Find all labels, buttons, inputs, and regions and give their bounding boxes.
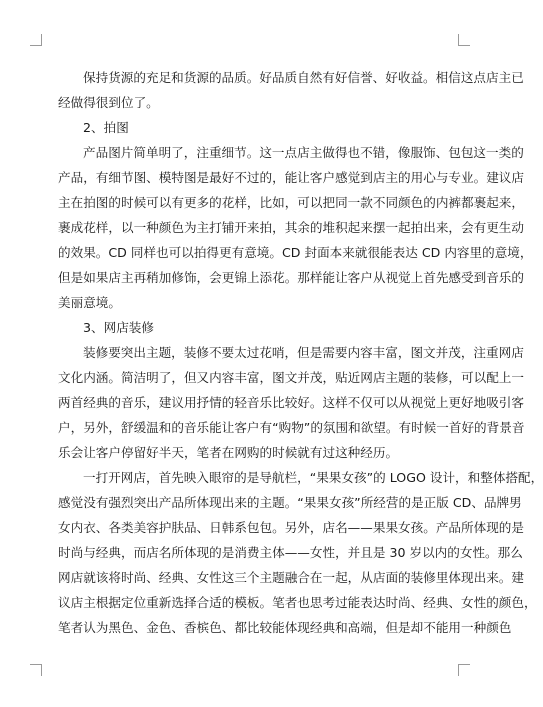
- paragraph-line: 感觉没有强烈突出产品所体现出来的主题。“果果女孩”所经营的是正版 CD、品牌男: [58, 495, 522, 510]
- paragraph-line: 保持货源的充足和货源的品质。好品质自然有好信誉、好收益。相信这点店主已: [83, 70, 524, 85]
- paragraph-line: 两首经典的音乐，建议用抒情的轻音乐比较好。这样不仅可以从视觉上更好地吸引客: [58, 395, 524, 410]
- crop-mark-top-right: [458, 34, 470, 46]
- paragraph: [58, 465, 543, 640]
- heading-text: 2、拍图: [83, 120, 129, 135]
- paragraph-line: 经做得很到位了。: [58, 95, 159, 110]
- paragraph-line: 笔者认为黑色、金色、香槟色、都比较能体现经典和高端，但是却不能用一种颜色: [58, 620, 512, 635]
- section-heading: [58, 115, 444, 140]
- paragraph-line: 产品，有细节图、模特图是最好不过的，能让客户感觉到店主的用心与专业。建议店: [58, 170, 524, 185]
- paragraph-line: 乐会让客户停留好半天，笔者在网购的时候就有过这种经历。: [58, 445, 399, 460]
- paragraph-line: 但是如果店主再稍加修饰，会更锦上添花。那样能让客户从视觉上首先感受到音乐的: [58, 270, 524, 285]
- paragraph-line: 户，另外，舒缓温和的音乐能让客户有“购物”的氛围和欲望。有时候一首好的背景音: [58, 420, 525, 435]
- paragraph-line: 裹成花样，以一种颜色为主打铺开来拍，其余的堆积起来摆一起拍出来，会有更生动: [58, 220, 524, 235]
- section-heading: [58, 315, 444, 340]
- paragraph: [58, 340, 525, 465]
- paragraph: [58, 65, 524, 115]
- document-body: [58, 65, 543, 640]
- crop-mark-top-left: [30, 34, 42, 46]
- paragraph-line: 产品图片简单明了，注重细节。这一点店主做得也不错，像服饰、包包这一类的: [83, 145, 524, 160]
- paragraph-line: 时尚与经典，而店名所体现的是消费主体——女性，并且是 30 岁以内的女性。那么: [58, 545, 523, 560]
- paragraph-line: 装修要突出主题，装修不要太过花哨，但是需要内容丰富，图文并茂，注重网店: [83, 345, 524, 360]
- paragraph-line: 美丽意境。: [58, 295, 121, 310]
- paragraph-line: 的效果。CD 同样也可以拍得更有意境。CD 封面本来就很能表达 CD 内容里的意境，: [58, 245, 533, 260]
- crop-mark-bottom-left: [30, 664, 42, 676]
- heading-text: 3、网店装修: [83, 320, 154, 335]
- paragraph-line: 一打开网店，首先映入眼帘的是导航栏，“果果女孩”的 LOGO 设计，和整体搭配，: [83, 470, 543, 485]
- paragraph-line: 文化内涵。简洁明了，但又内容丰富，图文并茂，贴近网店主题的装修，可以配上一: [58, 370, 524, 385]
- paragraph-line: 女内衣、各类美容护肤品、日韩系包包。另外，店名——果果女孩。产品所体现的是: [58, 520, 524, 535]
- paragraph-line: 议店主根据定位重新选择合适的模板。笔者也思考过能表达时尚、经典、女性的颜色，: [58, 595, 537, 610]
- paragraph-line: 网店就该将时尚、经典、女性这三个主题融合在一起，从店面的装修里体现出来。建: [58, 570, 524, 585]
- paragraph-line: 主在拍图的时候可以有更多的花样，比如，可以把同一款不同颜色的内裤都裹起来，: [58, 195, 524, 210]
- crop-mark-bottom-right: [458, 664, 470, 676]
- paragraph: [58, 140, 533, 315]
